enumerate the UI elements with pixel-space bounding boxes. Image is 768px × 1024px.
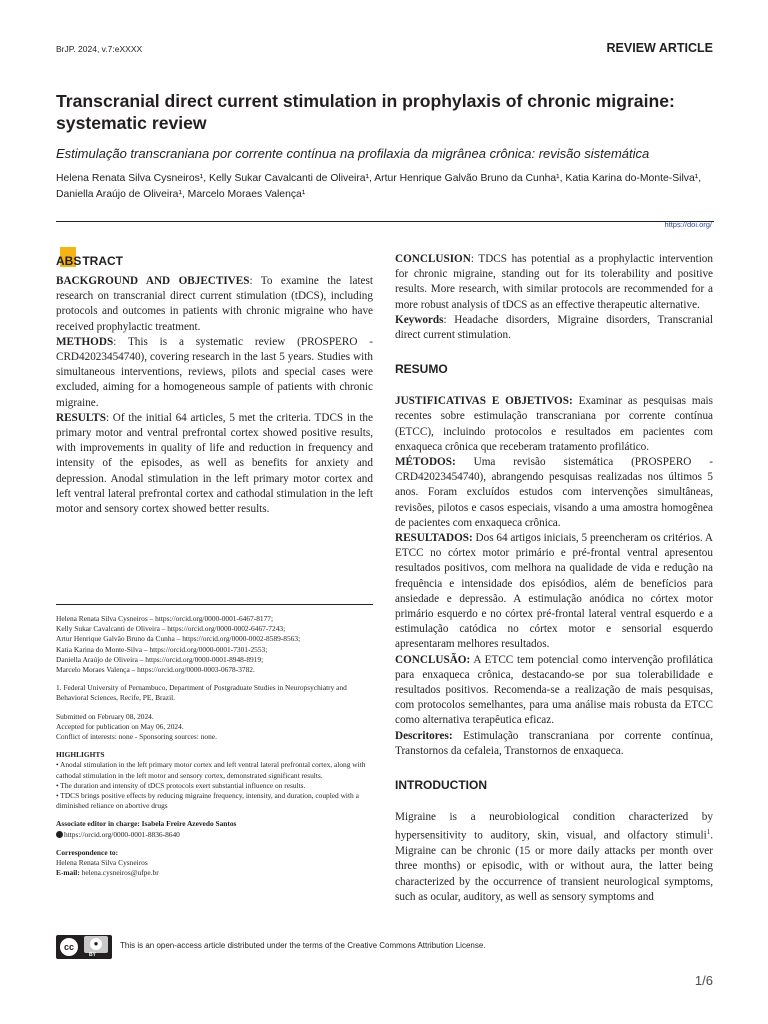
affiliation: 1. Federal University of Pernambuco, Department of Postgraduate Studies in Neuropsychiatry and Behavioral Sciences, Recife, PE, Brazil.	[56, 683, 347, 703]
page-number: 1/6	[694, 973, 713, 988]
resumo-metodos: MÉTODOS: Uma revisão sistemática (PROSPERO - CRD42023454740), abrangendo pesquisas realizadas nos últimos 5 anos. Foram excluídos estudos com intervenções simultâneas, revisões, pilotos e casos especiais, visando a uma amostra homogênea de pacientes com enxaqueca crônica.	[395, 456, 713, 529]
conflict-statement: Conflict of interests: none - Sponsoring sources: none.	[56, 732, 217, 742]
abstract-keywords: Keywords: Headache disorders, Migraine disorders, Transcranial direct current stimulation.	[395, 313, 713, 342]
introduction-heading: INTRODUCTION	[395, 778, 487, 793]
article-title: Transcranial direct current stimulation in prophylaxis of chronic migraine: systematic review	[56, 91, 675, 133]
associate-editor: Associate editor in charge: Isabela Freire Azevedo Santos	[56, 819, 237, 829]
highlights-heading: HIGHLIGHTS	[56, 750, 105, 760]
highlight-item: • The duration and intensity of tDCS protocols exert substantial influence on results.	[56, 780, 306, 790]
abstract-conclusion: CONCLUSION: TDCS has potential as a prophylactic intervention for chronic migraine, standing out for its tolerability and positive results. More research, with similar protocols are recommended for a more robust analysis of tDCS as an effective therapeutic alternative.	[395, 253, 713, 311]
author-list: Helena Renata Silva Cysneiros¹, Kelly Sukar Cavalcanti de Oliveira¹, Artur Henrique Galvão Bruno da Cunha¹, Katia Karina do-Monte-Silva¹, Daniella Araújo de Oliveira¹, Marcelo Moraes Valença¹	[56, 173, 702, 200]
creative-commons-icon[interactable]: cc ● BY	[56, 935, 112, 959]
orcid-line: Helena Renata Silva Cysneiros – https://orcid.org/0000-0001-6467-8177;	[56, 614, 274, 623]
license-bar	[56, 935, 716, 959]
resumo-heading: RESUMO	[395, 362, 448, 377]
journal-citation: BrJP. 2024, v.7:eXXXX	[56, 44, 143, 54]
resumo-resultados: RESULTADOS: Dos 64 artigos iniciais, 5 preencheram os critérios. A ETCC no córtex motor primário e pré-frontal ventral apresentou resultados positivos, com melhora na qualidade de vida e redução na frequência e intensidade dos episódios, além de benefícios para ansiedade e depressão. A estimulação anódica no córtex motor primário esquerdo e no córtex pré-frontal lateral ventral esquerdo e a estimulação catódica no córtex motor e sensorial esquerdo apresentaram melhores resultados.	[395, 532, 713, 651]
orcid-line: Katia Karina do Monte-Silva – https://orcid.org/0000-0001-7301-2553;	[56, 644, 268, 654]
article-type: REVIEW ARTICLE	[606, 41, 713, 55]
license-text: This is an open-access article distributed under the terms of the Creative Commons Attribution License.	[120, 941, 486, 950]
orcid-line: Artur Henrique Galvão Bruno da Cunha – https://orcid.org/0000-0002-8589-8563;	[56, 634, 301, 644]
resumo-descritores: Descritores: Estimulação transcraniana por corrente contínua, Transtornos da cefaleia, Transtornos de enxaqueca.	[395, 729, 713, 757]
doi-link[interactable]: https://doi.org/	[664, 220, 712, 229]
highlight-item: • Anodal stimulation in the left primary motor cortex and left ventral lateral prefrontal cortex, along with cathodal stimulation in the left motor and sensory cortex, demonstrated significant results.	[56, 760, 366, 780]
footnotes	[56, 614, 373, 878]
editor-orcid: https://orcid.org/0000-0001-8836-8640	[56, 830, 373, 840]
email-link[interactable]: helena.cysneiros@ufpe.br	[81, 868, 159, 878]
correspondence-email: E-mail: helena.cysneiros@ufpe.br	[56, 868, 159, 878]
accepted-date: Accepted for publication on May 06, 2024.	[56, 721, 184, 731]
abstract-background: BACKGROUND AND OBJECTIVES: To examine the latest research on transcranial direct current stimulation (tDCS), including protocols and outcomes in patients with chronic migraine who have received prophylactic treatment.	[56, 275, 373, 333]
orcid-line: Daniella Araújo de Oliveira – https://orcid.org/0000-0001-8948-8919;	[56, 654, 264, 664]
abstract-methods: METHODS: This is a systematic review (PROSPERO - CRD42023454740), covering research in the last 5 years. Studies with simultaneous interventions, reviews, pilots and special cases were excluded, aiming for a homogeneous sample of patients with chronic migraine.	[56, 335, 373, 409]
header-divider	[56, 221, 714, 222]
submitted-date: Submitted on February 08, 2024.	[56, 711, 154, 721]
orcid-list	[56, 614, 373, 675]
orcid-line: Kelly Sukar Cavalcanti de Oliveira – https://orcid.org/0000-0002-6467-7243;	[56, 624, 286, 634]
correspondence-name: Helena Renata Silva Cysneiros	[56, 858, 148, 868]
abstract-results: RESULTS: Of the initial 64 articles, 5 met the criteria. TDCS in the primary motor and ventral prefrontal cortex showed positive results, with improvements in quality of life and reduction in frequency and intensity of the episodes, as well as benefits for anxiety and depression. Anodal stimulation in the left primary motor cortex and left ventral lateral prefrontal cortex and cathodal stimulation in the left motor and sensory cortex showed better results.	[56, 411, 373, 516]
right-column	[395, 252, 713, 905]
article-subtitle: Estimulação transcraniana por corrente contínua na profilaxia da migrânea crônica: revisão sistemática	[56, 146, 650, 161]
resumo-conclusao: CONCLUSÃO: A ETCC tem potencial como intervenção profilática para enxaqueca crônica, destacando-se por sua tolerabilidade e resultados positivos. Recomenda-se a realização de mais pesquisas, com protocolos semelhantes, para uma análise mais robusta da ETCC como alternativa terapêutica eficaz.	[395, 653, 713, 727]
orcid-icon	[56, 831, 63, 838]
correspondence-label: Correspondence to:	[56, 847, 119, 857]
abstract-heading: ABSTRACT	[56, 252, 373, 274]
introduction-text: Migraine is a neurobiological condition characterized by hypersensitivity to auditory, skin, visual, and olfactory stimuli$^1$. Migraine can be chronic (15 or more daily attacks per month over three months) or episodic, with or without aura, the latter being characterized by the occurrence of transient neurological symptoms, such as ocular, auditory, as well as sensory symptoms and	[395, 811, 713, 903]
footnote-divider	[56, 604, 373, 605]
orcid-line: Marcelo Moraes Valença – https://orcid.org/0000-0003-0678-3782.	[56, 665, 255, 675]
abstract-logo: ABS	[56, 252, 81, 270]
resumo-justificativas: JUSTIFICATIVAS E OBJETIVOS: Examinar as pesquisas mais recentes sobre estimulação transcraniana por corrente contínua (ETCC), incluindo protocolos e resultados em pacientes com enxaqueca crônica que receberam tratamento profilático.	[395, 395, 713, 453]
left-column	[56, 252, 373, 517]
highlight-item: • TDCS brings positive effects by reducing migraine frequency, intensity, and duration, coupled with a diminished reliance on abortive drugs	[56, 791, 359, 811]
